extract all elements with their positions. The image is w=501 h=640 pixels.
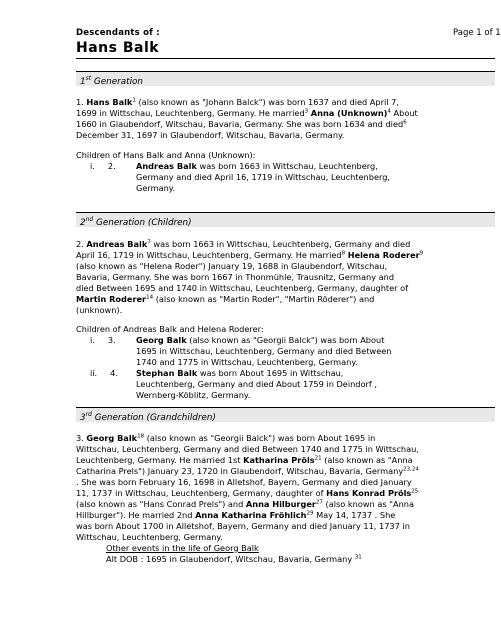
- other-events: Other events in the life of Georg Balk Alt DOB : 1695 in Glaubendorf, Witschau, Bavaria, Germany $^{31}$: [106, 543, 436, 565]
- spouse-name: Helena Roderer: [347, 250, 420, 260]
- child-name: Georg Balk: [136, 335, 187, 345]
- children-header: Children of Hans Balk and Anna (Unknown):: [76, 150, 256, 160]
- father-in-law-name: Hans Konrad Pröls: [326, 488, 412, 498]
- person-name: Georg Balk: [86, 433, 138, 443]
- other-events-label: Other events in the life of Georg Balk: [106, 543, 259, 553]
- children-header: Children of Andreas Balk and Helena Roderer:: [76, 324, 264, 334]
- header-rule: [76, 58, 495, 59]
- second-spouse-name: Anna Katharina Fröhlich: [195, 510, 307, 520]
- section-header-generation-3: 3rd Generation (Grandchildren): [76, 407, 495, 422]
- spouse-name: Anna (Unknown): [310, 108, 388, 118]
- page-indicator: Page 1 of 1: [453, 28, 501, 38]
- mother-in-law-name: Anna Hilburger: [245, 499, 316, 509]
- child-name: Andreas Balk: [136, 161, 197, 171]
- person-entry-hans-balk: 1. Hans Balk$^1$ (also known as "Johann Balck") was born 1637 and died April 7, 1699 in Wittschau, Leuchtenberg, Germany. He married$^3$ Anna (Unknown)$^4$ About 1660 in Glaubendorf, Witschau, Bavaria, Germany. She was born 1634 and died$^6$ December 31, 1697 in Glaubendorf, Witschau, Bavaria, Germany.: [76, 97, 418, 140]
- alt-dob: Alt DOB : 1695 in Glaubendorf, Witschau, Bavaria, Germany: [106, 554, 353, 564]
- section-header-generation-2: 2nd Generation (Children): [76, 212, 495, 227]
- child-entry: i. 2. Andreas Balk was born 1663 in Wittschau, Leuchtenberg, Germany and died April 16, 1719 in Wittschau, Leuchtenberg, Germany.: [90, 161, 390, 193]
- child-name: Stephan Balk: [136, 368, 198, 378]
- spouse-name: Katharina Pröls: [243, 455, 315, 465]
- person-name: Andreas Balk: [86, 239, 148, 249]
- child-entry: i. 3. Georg Balk (also known as "Georgii Balck") was born About 1695 in Wittschau, Leuchtenberg, Germany and died Between 1740 and 1775 in Wittschau, Leuchtenberg, Germany.: [90, 335, 392, 367]
- section-header-generation-1: 1st Generation: [76, 71, 495, 86]
- root-person-name: Hans Balk: [76, 40, 160, 56]
- person-entry-georg-balk: 3. Georg Balk$^{18}$ (also known as "Georgii Balck") was born About 1695 in Wittschau, Leuchtenberg, Germany and died Between 1740 and 1775 in Wittschau, Leuchtenberg, Germany. He married 1st Katharina Pröls$^{21}$ (also known as "Anna Catharina Prels") January 23, 1720 in Glaubendorf, Witschau, Bavaria, Germany$^{23,24}$ . She was born February 16, 1698 in Alletshof, Bayern, Germany and died January 11, 1737 in Wittschau, Leuchtenberg, Germany, daughter of Hans Konrad Pröls$^{25}$ (also known as "Hans Conrad Prels") and Anna Hilburger$^{27}$ (also known as "Anna Hillburger"). He married 2nd Anna Katharina Fröhlich$^{29}$ May 14, 1737 . She was born About 1700 in Alletshof, Bayern, Germany and died January 11, 1737 in Wittschau, Leuchtenberg, Germany.: [76, 433, 419, 542]
- father-in-law-name: Martin Roderer: [76, 294, 147, 304]
- person-name: Hans Balk: [86, 97, 133, 107]
- report-label: Descendants of :: [76, 28, 160, 38]
- person-entry-andreas-balk: 2. Andreas Balk$^7$ was born 1663 in Wittschau, Leuchtenberg, Germany and died April 16, 1719 in Wittschau, Leuchtenberg, Germany. He married$^8$ Helena Roderer$^9$ (also known as "Helena Roder") January 19, 1688 in Glaubendorf, Witschau, Bavaria, Germany. She was born 1667 in Thonmühle, Trausnitz, Germany and died Between 1695 and 1740 in Wittschau, Leuchtenberg, Germany, daughter of Martin Roderer$^{14}$ (also known as "Martin Roder", "Martin Röderer") and (unknown).: [76, 239, 424, 315]
- child-entry: ii. 4. Stephan Balk was born About 1695 in Wittschau, Leuchtenberg, Germany and died About 1759 in Deindorf , Wernberg-Köblitz, Germany.: [90, 368, 377, 400]
